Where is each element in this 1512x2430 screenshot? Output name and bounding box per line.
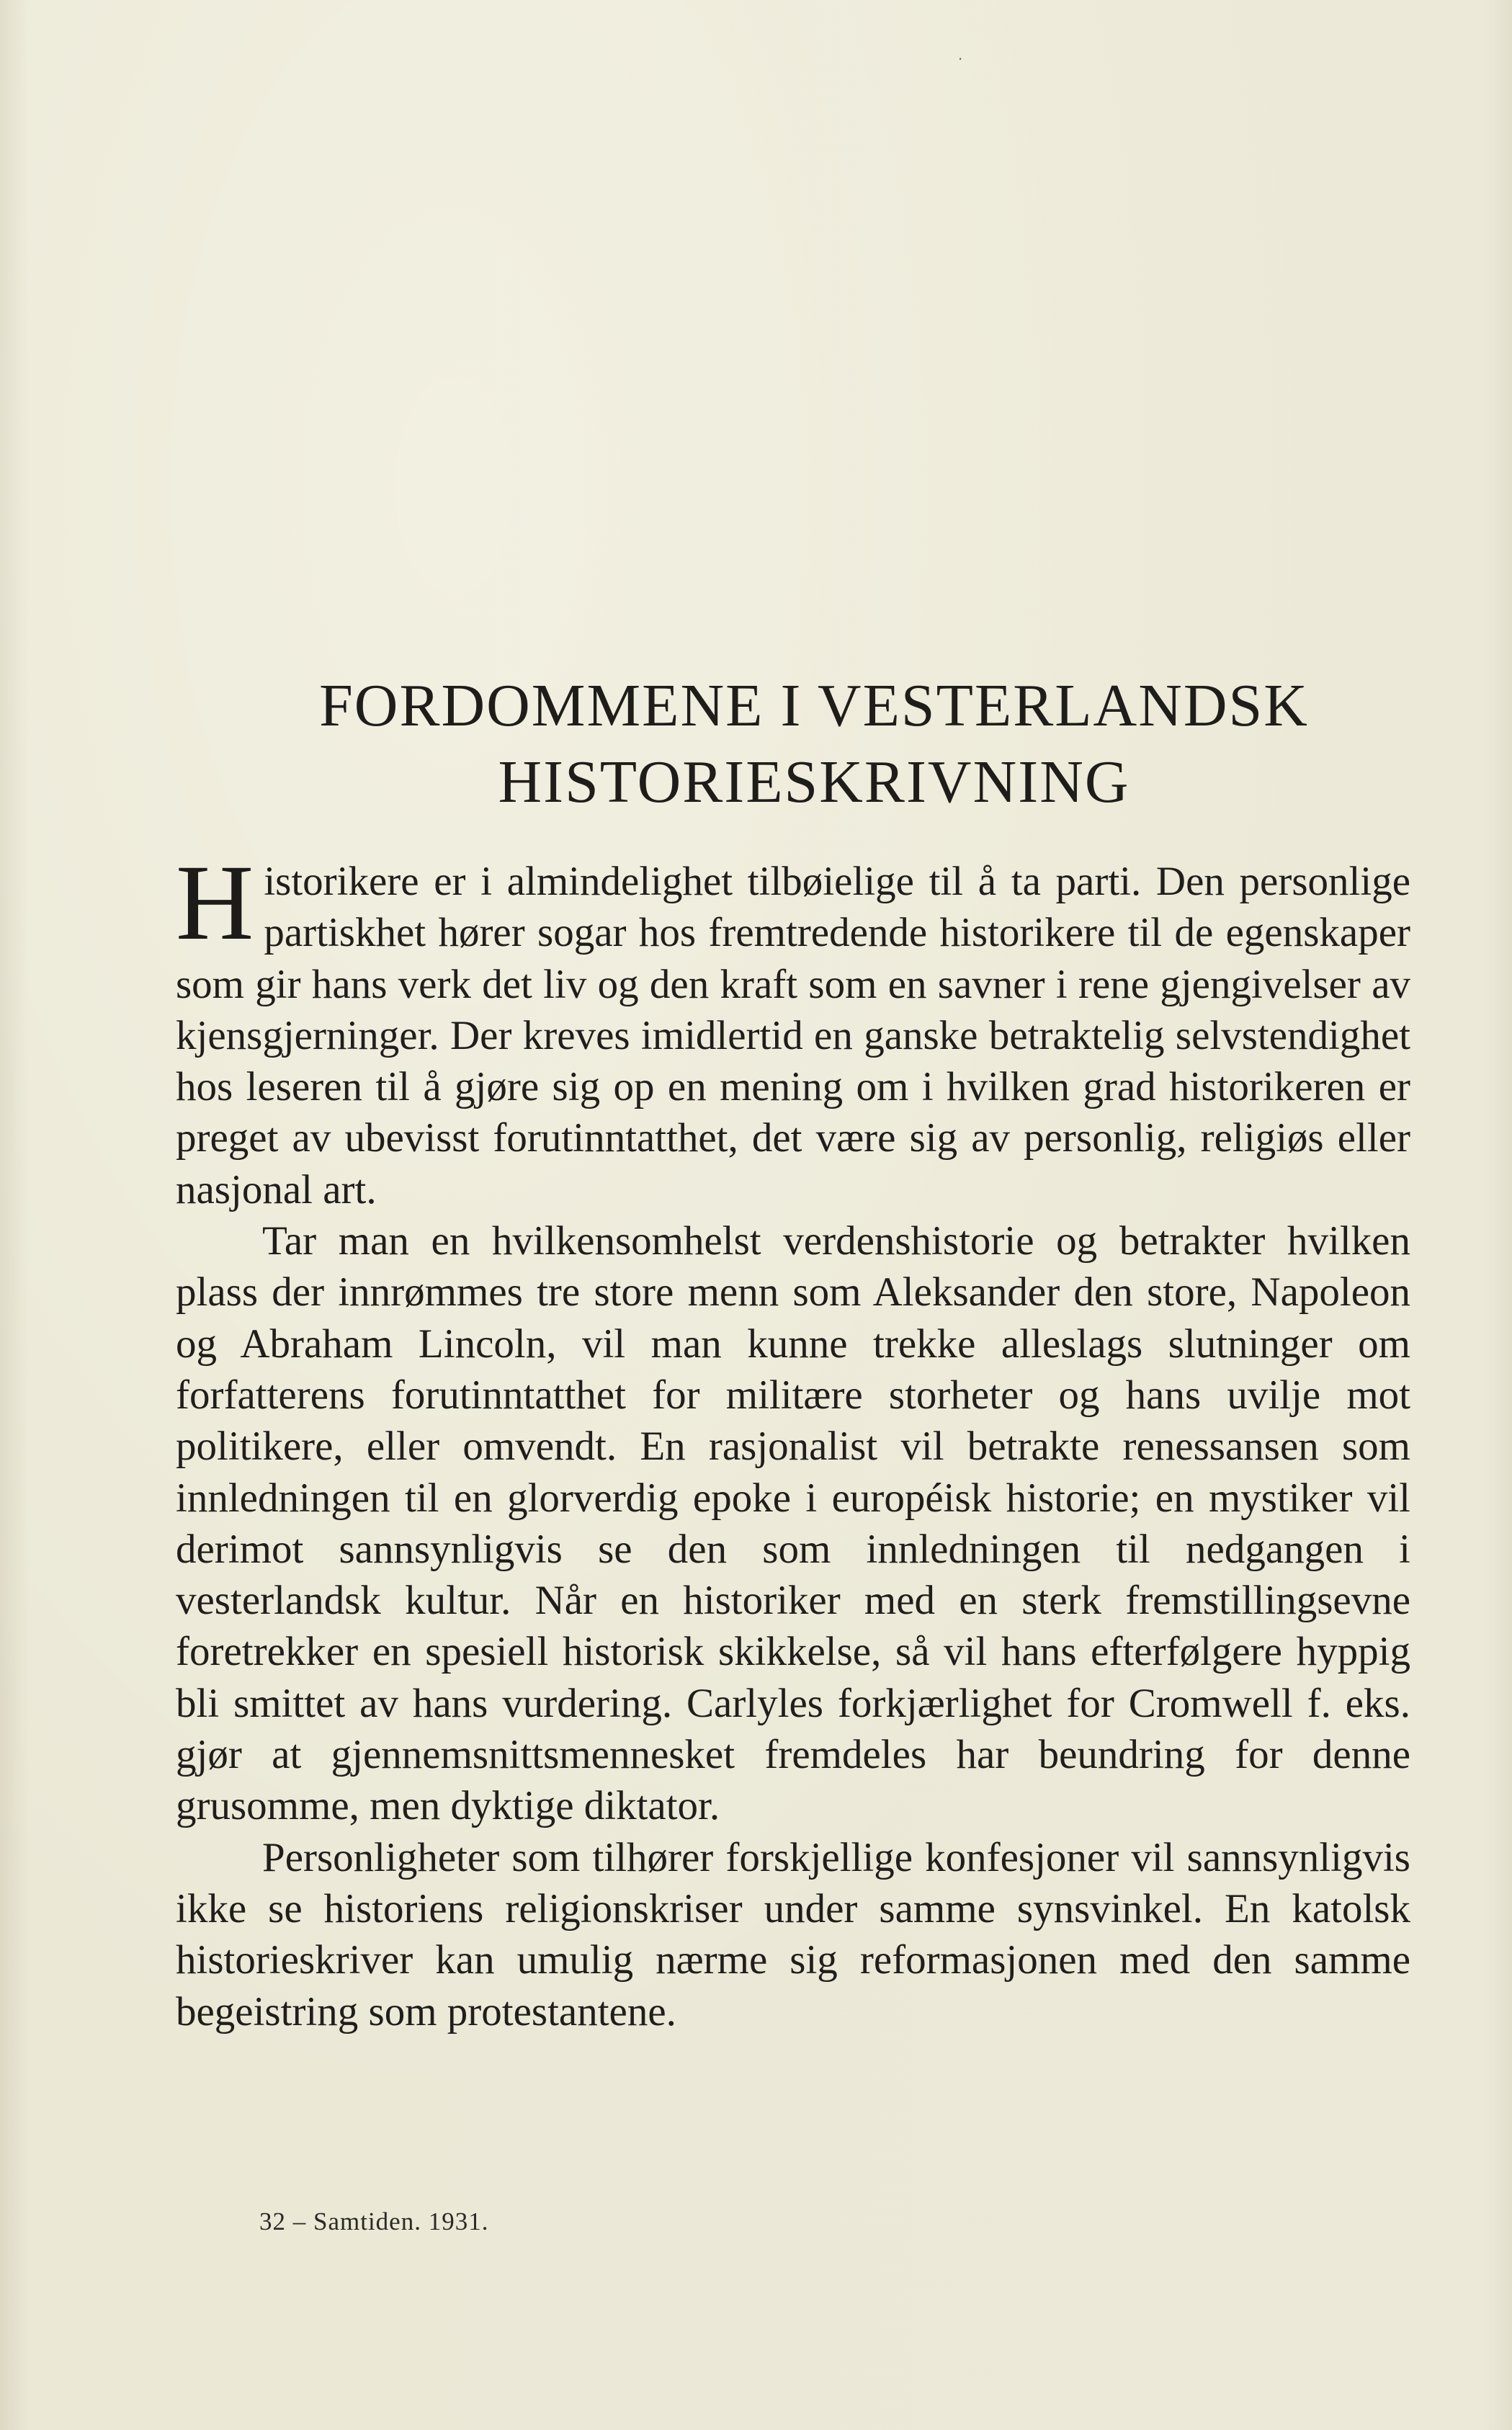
article-body xyxy=(176,843,1410,2037)
speck-mark: · xyxy=(958,50,963,68)
drop-cap: H xyxy=(176,843,254,962)
paragraph-2: Tar man en hvilkensomhelst verdenshistorie og betrakter hvilken plass der innrømmes tre store menn som Aleksander den store, Napoleon og Abraham Lincoln, vil man kunne trekke alleslags slutninger om forfatterens forutinntatthet for militære storheter og hans uvilje mot politikere, eller omvendt. En rasjonalist vil betrakte renessansen som innledningen til en glorverdig epoke i européisk historie; en mystiker vil derimot sannsynligvis se den som innledningen til nedgangen i vesterlandsk kultur. Når en historiker med en sterk fremstillingsevne foretrekker en spesiell historisk skikkelse, så vil hans efterfølgere hyppig bli smittet av hans vurdering. Carlyles forkjærlighet for Cromwell f. eks. gjør at gjennemsnittsmennesket fremdeles har beundring for denne grusomme, men dyktige diktator. xyxy=(176,1218,1410,1829)
paragraph-1-text: istorikere er i almindelighet tilbøielige til å ta parti. Den personlige partiskhet hører sogar hos fremtredende historikere til de egenskaper som gir hans verk det liv og den kraft som en savner i rene gjengivelser av kjensgjerninger. Der kreves imidlertid en ganske betraktelig selvstendighet hos leseren til å gjøre sig op en mening om i hvilken grad historikeren er preget av ubevisst forutinntatthet, det være sig av personlig, religiøs eller nasjonal art. xyxy=(176,859,1410,1212)
page-signature: 32 – Samtiden. 1931. xyxy=(259,2207,489,2235)
article-title-line-2: HISTORIESKRIVNING xyxy=(498,749,1130,816)
paragraph-3: Personligheter som tilhører forskjellige konfesjoner vil sannsynligvis ikke se historiens religionskriser under samme synsvinkel. En katolsk historieskriver kan umulig nærme sig reformasjonen med den samme begeistring som protestantene. xyxy=(176,1834,1410,2034)
paragraph-1 xyxy=(176,843,1410,1215)
article-title-line-1: FORDOMMENE I VESTERLANDSK xyxy=(319,672,1309,739)
